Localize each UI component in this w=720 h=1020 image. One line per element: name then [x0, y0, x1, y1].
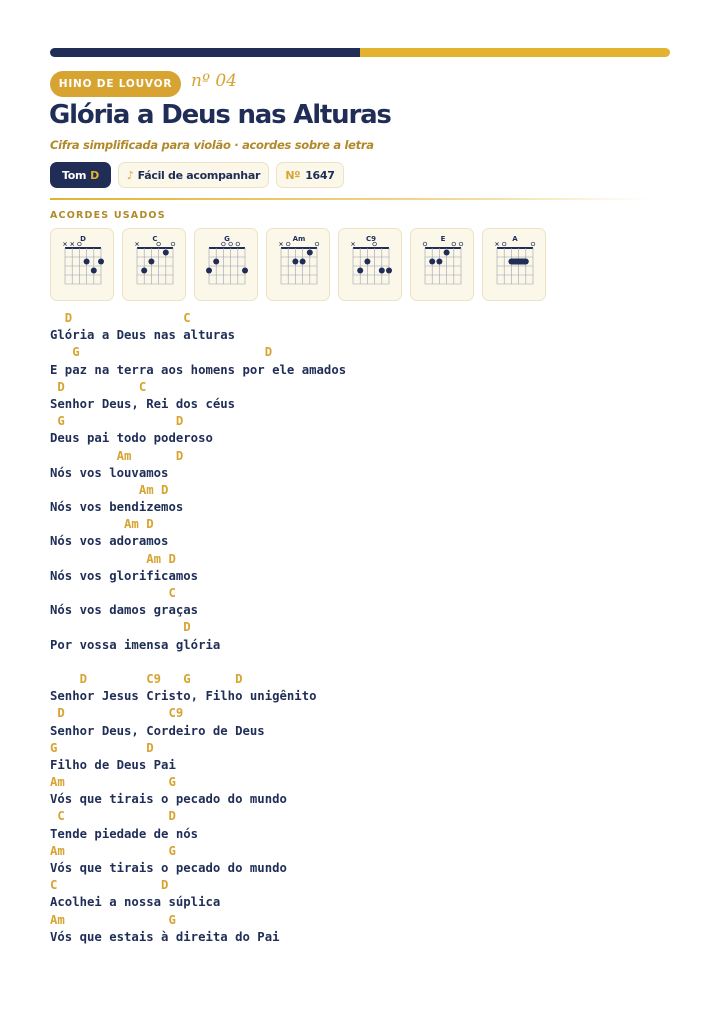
- chord-name: D: [80, 235, 86, 243]
- lyric-line: Filho de Deus Pai: [50, 757, 176, 772]
- open-string-marker: [157, 242, 161, 246]
- lyric-line: Glória a Deus nas alturas: [50, 328, 236, 343]
- chord-line: C D: [50, 809, 176, 824]
- finger-dot: [213, 259, 219, 265]
- lyrics-sheet: [50, 310, 346, 946]
- chord-line: G D: [50, 414, 184, 429]
- open-string-marker: [236, 242, 240, 246]
- key-label: Tom: [61, 168, 87, 182]
- lyric-line: Nós vos glorificamos: [50, 568, 199, 583]
- lyric-line: Senhor Deus, Cordeiro de Deus: [50, 723, 265, 738]
- open-string-marker: [171, 242, 175, 246]
- chord-name: A: [512, 235, 518, 243]
- chord-diagram: [339, 229, 401, 300]
- open-string-marker: [459, 242, 463, 246]
- lyric-line: Nós vos bendizemos: [50, 500, 184, 515]
- lyric-line: E paz na terra aos homens por ele amados: [50, 362, 347, 377]
- chord-line: Am D: [50, 517, 154, 532]
- chord-card: [482, 228, 546, 301]
- lyric-line: Acolhei a nossa súplica: [50, 895, 221, 910]
- chord-diagram: [195, 229, 257, 300]
- finger-dot: [98, 259, 104, 265]
- chord-diagram: [51, 229, 113, 300]
- barre-bar: [508, 259, 528, 265]
- chord-line: C: [50, 586, 176, 600]
- finger-dot: [357, 268, 363, 274]
- accent-bar-gold: [360, 48, 670, 57]
- chord-card: [410, 228, 474, 301]
- chord-card: [50, 228, 114, 301]
- lyric-line: Senhor Jesus Cristo, Filho unigênito: [50, 689, 317, 704]
- open-string-marker: [423, 242, 427, 246]
- key-value: D: [90, 168, 99, 182]
- lyric-line: Nós vos louvamos: [50, 465, 169, 480]
- finger-dot: [163, 250, 169, 256]
- chord-line: G D: [50, 740, 154, 755]
- lyric-line: Tende piedade de nós: [50, 826, 199, 841]
- chord-name: C: [152, 235, 158, 243]
- difficulty-label: Fácil de acompanhar: [137, 168, 261, 182]
- finger-dot: [364, 259, 370, 265]
- finger-dot: [141, 268, 147, 274]
- lyric-line: Nós vos adoramos: [50, 534, 169, 549]
- chord-diagram: [483, 229, 545, 300]
- finger-dot: [148, 259, 154, 265]
- category-badge: HINO DE LOUVOR: [50, 71, 181, 97]
- catalog-number-label: Nº: [285, 168, 301, 182]
- difficulty-pill: [118, 162, 269, 188]
- key-pill: [50, 162, 111, 188]
- chord-line: Am D: [50, 448, 184, 463]
- section-divider: [50, 198, 650, 200]
- chord-line: Am D: [50, 482, 169, 497]
- chord-name: E: [440, 235, 446, 243]
- chord-line: D C: [50, 379, 147, 394]
- chord-line: C D: [50, 878, 169, 893]
- page-title: Glória a Deus nas Alturas: [49, 100, 391, 130]
- top-accent-bar: [50, 48, 670, 57]
- chord-card: [266, 228, 330, 301]
- chord-line: Am G: [50, 912, 176, 927]
- finger-dot: [429, 259, 435, 265]
- lyric-line: Vós que tirais o pecado do mundo: [50, 792, 287, 807]
- open-string-marker: [229, 242, 233, 246]
- hymn-number: nº 04: [191, 71, 237, 91]
- finger-dot: [242, 268, 248, 274]
- lyric-line: Deus pai todo poderoso: [50, 431, 213, 446]
- open-string-marker: [531, 242, 535, 246]
- chord-name: Am: [292, 235, 306, 243]
- chords-section-title: ACORDES USADOS: [50, 210, 166, 221]
- chord-line: Am D: [50, 551, 176, 566]
- chord-card: [194, 228, 258, 301]
- finger-dot: [91, 268, 97, 274]
- chord-line: D C: [50, 311, 191, 325]
- chord-diagram: [123, 229, 185, 300]
- chord-diagram: [267, 229, 329, 300]
- finger-dot: [444, 250, 450, 256]
- finger-dot: [206, 268, 212, 274]
- open-string-marker: [502, 242, 506, 246]
- page-subtitle: Cifra simplificada para violão · acordes sobre a letra: [50, 138, 374, 152]
- stanza-gap: [50, 654, 346, 671]
- music-note-icon: ♪: [126, 168, 134, 182]
- lyric-line: Vós que tirais o pecado do mundo: [50, 861, 287, 875]
- catalog-number-pill: [276, 162, 344, 188]
- finger-dot: [307, 250, 313, 256]
- finger-dot: [84, 259, 90, 265]
- lyric-line: Nós vos damos graças: [50, 603, 199, 618]
- chord-card: [338, 228, 402, 301]
- chord-line: Am G: [50, 775, 176, 790]
- chord-line: D C9 G D: [50, 671, 243, 686]
- chord-line: G D: [50, 345, 273, 360]
- finger-dot: [292, 259, 298, 265]
- chord-diagram-list: [50, 228, 546, 301]
- chord-line: D C9: [50, 706, 184, 721]
- chord-card: [122, 228, 186, 301]
- accent-bar-navy: [50, 48, 360, 57]
- chord-diagram: [411, 229, 473, 300]
- finger-dot: [386, 268, 392, 274]
- chord-line: Am G: [50, 843, 176, 858]
- chord-name: G: [224, 235, 230, 243]
- catalog-number-value: 1647: [305, 168, 335, 182]
- chord-line: D: [50, 620, 191, 635]
- lyric-line: Por vossa imensa glória: [50, 637, 221, 652]
- open-string-marker: [315, 242, 319, 246]
- open-string-marker: [452, 242, 456, 246]
- open-string-marker: [286, 242, 290, 246]
- lyric-line: Vós que estais à direita do Pai: [50, 929, 280, 944]
- finger-dot: [379, 268, 385, 274]
- finger-dot: [436, 259, 442, 265]
- finger-dot: [300, 259, 306, 265]
- lyric-line: Senhor Deus, Rei dos céus: [50, 396, 236, 411]
- chord-name: C9: [365, 235, 377, 243]
